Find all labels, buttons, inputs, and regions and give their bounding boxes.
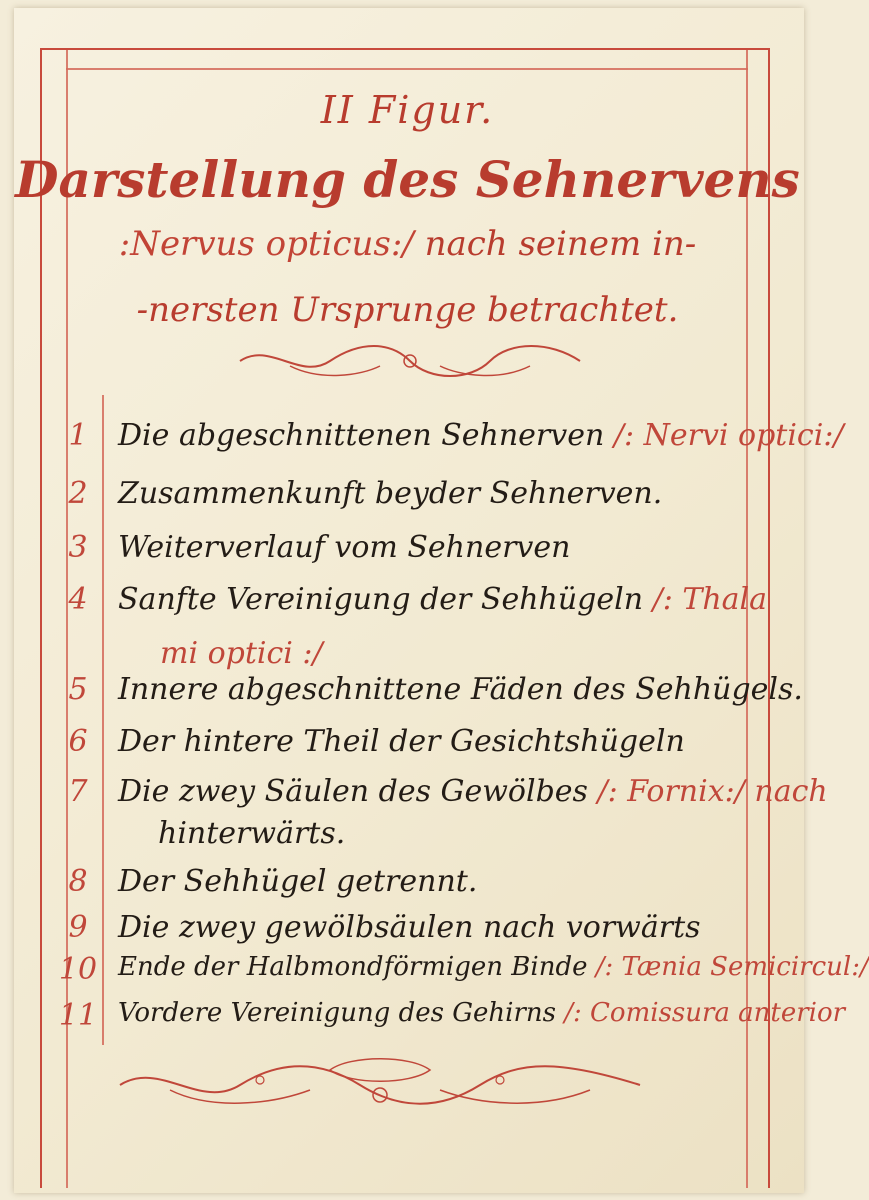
bottom-flourish-ornament bbox=[110, 1050, 650, 1120]
entry-text: Vordere Vereinigung des Gehirns /: Comissura anterior bbox=[118, 998, 846, 1028]
entry-number: 6 bbox=[68, 724, 88, 759]
entry-2 bbox=[58, 476, 778, 524]
entry-6 bbox=[58, 724, 778, 772]
entry-text: Ende der Halbmondförmigen Binde /: Tænia Semicircul:/ bbox=[118, 952, 869, 982]
entry-latin: /: Comissura anterior bbox=[564, 998, 846, 1028]
entry-number: 2 bbox=[68, 476, 88, 511]
title-latin-term: :Nervus opticus:/ bbox=[118, 224, 414, 264]
figure-label: II Figur. bbox=[320, 88, 495, 132]
entry-latin: /: Thala bbox=[652, 582, 768, 617]
entry-text: Der hintere Theil der Gesichtshügeln bbox=[118, 724, 685, 759]
entry-text: Die abgeschnittenen Sehnerven /: Nervi optici:/ bbox=[118, 418, 844, 453]
frame-top-inner bbox=[66, 68, 748, 70]
entry-4-continuation: mi optici :/ bbox=[160, 636, 323, 671]
entry-1 bbox=[58, 418, 844, 466]
entry-number: 11 bbox=[58, 998, 98, 1033]
entry-number: 5 bbox=[68, 672, 88, 707]
entry-number: 9 bbox=[68, 910, 88, 945]
entry-11 bbox=[58, 998, 846, 1046]
entry-number: 4 bbox=[68, 582, 88, 617]
frame-left-outer bbox=[40, 48, 42, 1188]
title-line-2 bbox=[0, 224, 815, 264]
entry-text: Die zwey gewölbsäulen nach vorwärts bbox=[118, 910, 701, 945]
entry-text: Weiterverlauf vom Sehnerven bbox=[118, 530, 571, 565]
entry-5 bbox=[58, 672, 803, 720]
entry-text: Der Sehhügel getrennt. bbox=[118, 864, 478, 899]
entry-10 bbox=[58, 952, 869, 1000]
entry-latin: /: Fornix:/ nach bbox=[597, 774, 828, 809]
entry-3 bbox=[58, 530, 778, 578]
entry-text: Die zwey Säulen des Gewölbes /: Fornix:/ nach bbox=[118, 774, 828, 809]
top-flourish-ornament bbox=[230, 336, 590, 386]
entry-number: 10 bbox=[58, 952, 98, 987]
entry-number: 3 bbox=[68, 530, 88, 565]
entry-text: Zusammenkunft beyder Sehnerven. bbox=[118, 476, 663, 511]
entry-8 bbox=[58, 864, 778, 912]
frame-top-outer bbox=[40, 48, 770, 50]
title-line-2-rest: nach seinem in- bbox=[424, 224, 697, 264]
entry-number: 8 bbox=[68, 864, 88, 899]
entry-9 bbox=[58, 910, 778, 958]
entry-text: Sanfte Vereinigung der Sehhügeln /: Thala bbox=[118, 582, 768, 617]
entry-number: 7 bbox=[68, 774, 88, 809]
entry-latin: /: Tænia Semicircul:/ bbox=[595, 952, 869, 982]
entry-7 bbox=[58, 774, 828, 822]
entry-4 bbox=[58, 582, 778, 630]
entry-number: 1 bbox=[68, 418, 88, 453]
title-line-3: -nersten Ursprunge betrachtet. bbox=[136, 290, 679, 330]
entry-text: Innere abgeschnittene Fäden des Sehhügels. bbox=[118, 672, 803, 707]
entry-7-continuation: hinterwärts. bbox=[158, 816, 346, 851]
entry-latin: /: Nervi optici:/ bbox=[613, 418, 844, 453]
title-line-1: Darstellung des Sehnervens bbox=[15, 150, 800, 209]
